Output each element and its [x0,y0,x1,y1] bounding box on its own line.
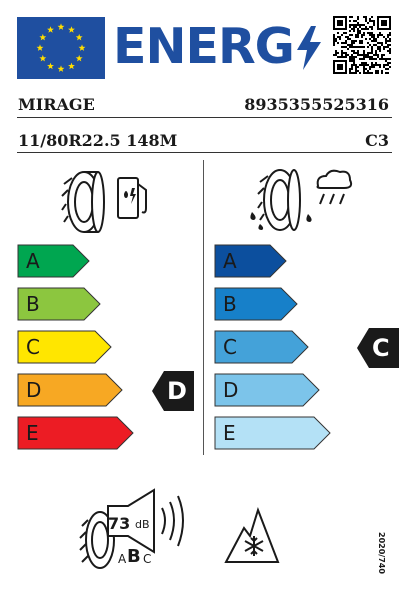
wet-grip-bar-label-e: E [223,421,236,445]
three-peak-mountain-snowflake-icon [222,506,282,566]
qr-code-icon [333,16,391,74]
wet-grip-scale [214,244,354,454]
wet-grip-bar-d [214,373,321,407]
column-divider [203,160,204,455]
fuel-bar-label-c: C [26,335,40,359]
fuel-rating-letter: D [167,377,187,405]
fuel-efficiency-scale [17,244,157,454]
noise-class-c: C [143,552,152,566]
fuel-pump-icon [58,164,154,236]
wet-grip-rating-letter: C [372,334,390,362]
eu-flag-icon [17,17,105,79]
noise-value: 73 [108,514,131,533]
fuel-bar-a [17,244,91,278]
energy-word: ENERG [113,18,294,75]
wet-grip-bar-b [214,287,299,321]
brand-name: MIRAGE [18,95,95,114]
fuel-bar-label-d: D [26,378,42,402]
ean-code: 8935355525316 [244,95,389,114]
tyre-class: C3 [365,131,389,150]
fuel-bar-label-e: E [26,421,39,445]
fuel-bar-label-a: A [26,249,40,273]
wet-grip-bar-label-a: A [223,249,237,273]
energy-wordmark [113,12,294,82]
size-divider [17,152,392,153]
fuel-bar-d [17,373,124,407]
wet-grip-bar-label-d: D [223,378,239,402]
lightning-bolt-icon [297,26,321,70]
wet-grip-bar-label-c: C [223,335,237,359]
wet-grip-bar-c [214,330,310,364]
noise-class-a: A [118,552,127,566]
noise-unit: dB [135,518,150,531]
rain-cloud-icon [246,164,356,236]
fuel-bar-label-b: B [26,292,40,316]
tyre-size: 11/80R22.5 148M [18,131,178,150]
wet-grip-bar-a [214,244,288,278]
fuel-bar-e [17,416,135,450]
header-divider [17,117,392,118]
wet-grip-bar-e [214,416,332,450]
fuel-bar-b [17,287,102,321]
noise-class-b: B [127,546,141,567]
fuel-bar-c [17,330,113,364]
wet-grip-bar-label-b: B [223,292,237,316]
regulation-code: 2020/740 [377,532,386,574]
